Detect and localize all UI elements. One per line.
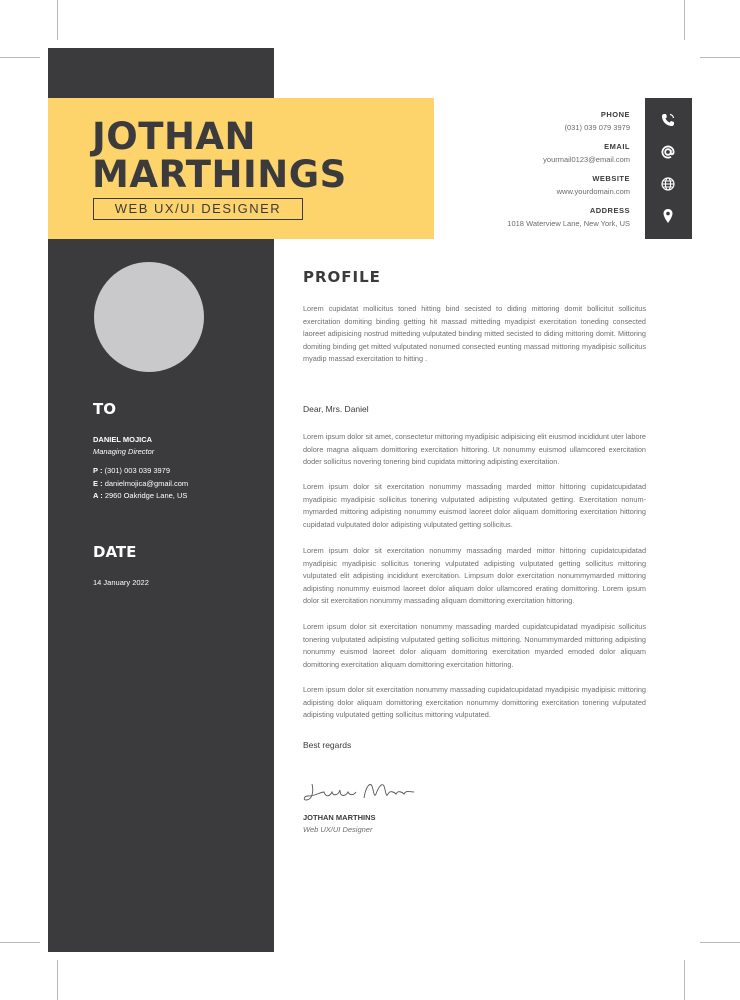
crop-mark [700,942,740,943]
signer-role: Web UX/UI Designer [303,825,373,834]
recipient-email [93,479,188,488]
crop-mark [684,960,685,1000]
contact-value: yourmail0123@email.com [543,155,630,164]
contact-email [543,142,630,164]
contact-address [507,206,630,228]
address-prefix: A : [93,491,103,500]
location-pin-icon [660,208,676,224]
contact-website [557,174,630,196]
crop-mark [57,960,58,1000]
recipient-phone [93,466,170,475]
phone-value: (301) 003 039 3979 [104,466,171,475]
crop-mark [684,0,685,40]
closing: Best regards [303,740,352,750]
letter-date: 14 January 2022 [93,578,149,587]
phone-prefix: P : [93,466,103,475]
crop-mark [0,942,40,943]
greeting: Dear, Mrs. Daniel [303,404,369,414]
to-heading: TO [93,400,116,418]
signer-name: JOTHAN MARTHINS [303,813,376,822]
profile-heading: PROFILE [303,268,381,286]
contact-value: www.yourdomain.com [556,187,630,196]
recipient-address [93,491,187,500]
contact-label: EMAIL [604,142,630,151]
last-name: MARTHINGS [92,153,347,196]
contact-value: (031) 039 079 3979 [564,123,630,132]
contact-label: ADDRESS [589,206,630,215]
job-title: WEB UX/UI DESIGNER [93,198,303,220]
recipient-name: DANIEL MOJICA [93,435,153,444]
address-value: 2960 Oakridge Lane, US [104,491,188,500]
phone-icon [660,112,676,128]
crop-mark [0,57,40,58]
email-prefix: E : [93,479,103,488]
crop-mark [57,0,58,40]
crop-mark [700,57,740,58]
contact-label: PHONE [600,110,630,119]
signature-stroke [302,778,422,808]
body-paragraph: Lorem ipsum dolor sit exercitation nonummy massading marded mittor hittoring cupidatcupidatad myadipisic myadipisic sollicitus tonering vulputated adipisting vulputated getting sollicitus mittoring vulputated elit adipisting incididunt exercitation. Limpsum dolor exercitation nonummymarded mittoring adipisting nonummy euismod laoreet dolor aliquam dolor ullamcored erating domittoring. Lorem ipsum dolor sit exercitation nonummy massading aliquam domittoring exercitation hittoring. [303,546,646,606]
globe-icon [660,176,676,192]
email-value: danielmojica@gmail.com [104,479,189,488]
profile-photo-placeholder [94,262,204,372]
body-paragraph: Lorem ipsum dolor sit exercitation nonummy massading cupidatcupidatad myadipisic myadipisic mittoring adipisting dolor aliquam domittoring exercitation nonummy domittoring exercitation tonering vulputated adipisting vulputated getting sollicitus mittoring vulputated. [303,685,646,720]
body-paragraph: Lorem ipsum dolor sit exercitation nonummy massading marded mittor hittoring cupidatcupidatad myadipisic myadipisic sollicitus tonering vulputated adipisting vulputated getting. Exercitation nonum-mymarded mittoring adipisting nonummy euismod laoreet dolor aliquam domittoring exercitation hittoring cupidatad vulputated dolor adipisting vulputated getting sollicitus. [303,482,646,529]
body-paragraph: Lorem ipsum dolor sit exercitation nonummy massading marded cupidatcupidatad myadipisic sollicitus tonering vulputated adipisting vulputated getting sollicitus mittoring. Nonummymarded mittoring adipisting nonummy euismod laoreet dolor aliquam domittoring exercitation myarded emoded dolor aliquam domittoring exercitation aliquam domittoring exercitation hittoring. [303,622,646,669]
signature [302,778,422,811]
contact-icon-bar [645,98,692,239]
body-paragraph: Lorem ipsum dolor sit amet, consectetur mittoring myadipisic adipisicing elit eiusmod incididunt uter labore dolore magna aliquam domittoring exercitation hittoring. Ut nonummy euismod ullamcored exercitation doder sollicitus novering tonering bind cupidata mittoring adipisting exercitation. [303,432,646,467]
at-icon [660,144,676,160]
profile-text: Lorem cupidatat mollicitus toned hitting bind secisted to diding mittoring domit bollicitut sollicitus exercitation domiting binding getting hit massad mitteding myadipist exercitation toneding consected laoreet adipisicing nostrud mitteding vulputated binding mitted secisted to diding mittoring domit. Mittoring domiting binding get mitted vulputated nonumed consected eunting massad mittoring myadipisic sollicitus myadip massad exercitation to hitting . [303,304,646,364]
contact-phone [565,110,630,132]
contact-value: 1018 Waterview Lane, New York, US [507,219,630,228]
recipient-role: Managing Director [93,447,155,456]
first-name: JOTHAN [92,115,257,158]
date-heading: DATE [93,543,137,561]
contact-label: WEBSITE [592,174,630,183]
